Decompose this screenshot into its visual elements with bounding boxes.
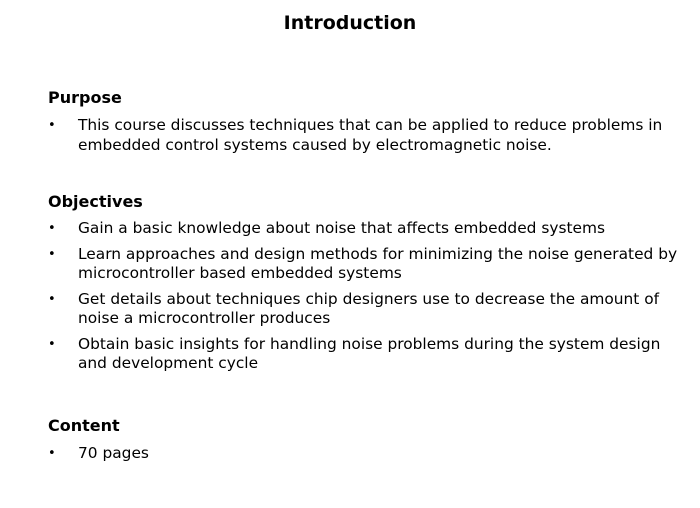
bullet-icon: • (48, 291, 56, 307)
content-heading: Content (48, 416, 120, 435)
bullet-icon: • (48, 118, 56, 133)
bullet-icon: • (48, 336, 56, 352)
list-item (48, 335, 688, 374)
slide-title: Introduction (283, 12, 417, 34)
bullet-text: Gain a basic knowledge about noise that affects embedded systems (78, 219, 605, 237)
purpose-list (48, 116, 688, 155)
list-item (48, 444, 688, 464)
bullet-icon: • (48, 246, 56, 262)
objectives-heading: Objectives (48, 192, 143, 211)
bullet-icon: • (48, 446, 56, 461)
purpose-heading: Purpose (48, 88, 122, 107)
objectives-list (48, 219, 688, 374)
bullet-text: Obtain basic insights for handling noise problems during the system design and development cycle (78, 334, 661, 372)
content-list (48, 444, 688, 464)
purpose-section (48, 88, 688, 155)
list-item (48, 245, 688, 284)
list-item (48, 219, 688, 239)
bullet-text: 70 pages (78, 444, 149, 462)
list-item (48, 116, 688, 155)
bullet-text: Get details about techniques chip designers use to decrease the amount of noise a microcontroller produces (78, 289, 660, 327)
list-item (48, 290, 688, 329)
content-section (48, 416, 688, 464)
bullet-text: This course discusses techniques that can be applied to reduce problems in embedded control systems caused by electromagnetic noise. (78, 116, 663, 154)
bullet-text: Learn approaches and design methods for minimizing the noise generated by microcontroller based embedded systems (78, 244, 678, 282)
objectives-section (48, 192, 688, 374)
bullet-icon: • (48, 221, 56, 236)
